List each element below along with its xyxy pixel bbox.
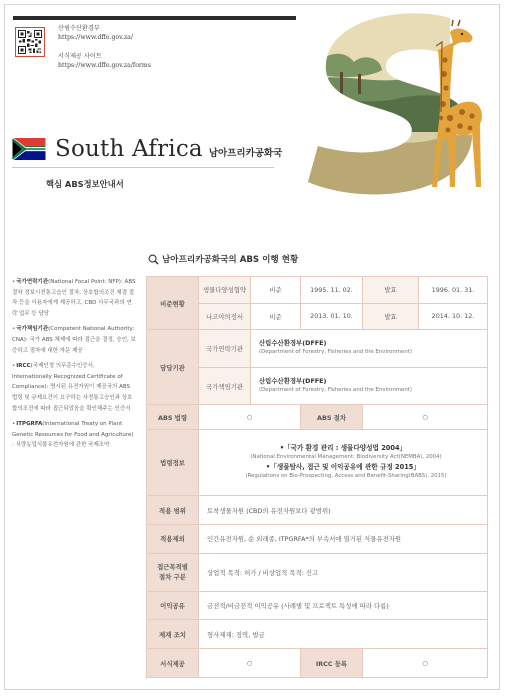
section-title-text: 남아프리카공화국의 ABS 이행 현황 xyxy=(162,255,299,265)
law-title: •「생물탐사, 접근 및 이익공유에 관한 규정 2015」 xyxy=(266,462,420,471)
table-row xyxy=(147,405,488,429)
row-label: ABS 절차 xyxy=(301,405,363,429)
abs-proc-value: ○ xyxy=(363,405,488,429)
benefit-value: 금전적/비금전적 이익공유 (사례별 및 프로젝트 특성에 따라 다름) xyxy=(199,591,488,620)
section-title xyxy=(148,253,298,265)
row-label: 비준현황 xyxy=(147,277,199,330)
agency-name: 산림수산환경부(DFFE) xyxy=(259,377,327,386)
law-title-en: (Regulations on Bio-Prospecting, Access and Benefit-Sharing(BABS), 2015) xyxy=(245,472,447,479)
treaty-status: 비준 xyxy=(251,303,301,330)
site-info-ministry xyxy=(58,24,133,42)
agency-role: 국가책임기관 xyxy=(199,367,251,405)
south-africa-flag-icon xyxy=(12,138,46,160)
site-title: 산림수산환경부 xyxy=(58,25,100,32)
site-title: 서식제공 사이트 xyxy=(58,53,102,60)
row-label: 적용 범위 xyxy=(147,496,199,525)
glossary-text: (International Treaty on Plant Genetic Resources for Food and Agriculture) : 식량농업식물유전자원에 관한 국제조약 xyxy=(12,421,134,449)
page-subtitle: 핵심 ABS정보안내서 xyxy=(46,179,124,189)
table-row xyxy=(147,553,488,591)
agency-info xyxy=(251,367,488,405)
glossary-term: 국가책임기관 xyxy=(16,326,49,333)
row-label: 서식제공 xyxy=(147,649,199,678)
scope-value: 토착생물자원 (CBD의 유전자원보다 광범위) xyxy=(199,496,488,525)
bullet-icon: • xyxy=(12,363,16,370)
site-link[interactable]: https://www.dffe.gov.za/ xyxy=(58,34,133,41)
effect-date: 2014. 10. 12. xyxy=(419,303,488,330)
glossary-term: IRCC xyxy=(16,363,31,370)
table-row xyxy=(147,367,488,405)
agency-name: 산림수산환경부(DFFE) xyxy=(259,339,327,348)
row-label: IRCC 등록 xyxy=(301,649,363,678)
agency-name-en: (Department of Forestry, Fisheries and the Environment) xyxy=(259,387,412,394)
glossary-term: ITPGRFA xyxy=(16,421,43,428)
treaty-date: 2013. 01. 10. xyxy=(301,303,363,330)
row-label xyxy=(147,553,199,591)
glossary-term: 국가연락기관 xyxy=(16,279,49,285)
agency-name-en: (Department of Forestry, Fisheries and the Environment) xyxy=(259,349,412,356)
row-label: 법령정보 xyxy=(147,429,199,495)
row-label-line: 절차 구분 xyxy=(159,573,186,582)
law-info xyxy=(199,429,488,495)
treaty-status: 비준 xyxy=(251,277,301,304)
row-label-line: 접근목적별 xyxy=(157,563,188,572)
forms-value: ○ xyxy=(199,649,301,678)
bullet-icon: • xyxy=(12,279,16,285)
table-row xyxy=(147,330,488,368)
row-label: 담당기관 xyxy=(147,330,199,405)
exclusion-value: 인간유전자원, 순 외래종, ITPGRFA*의 부속서에 열거된 식물유전자원 xyxy=(199,525,488,554)
law-title: •「국가 환경 관리 : 생물다양성법 2004」 xyxy=(279,443,407,452)
glossary-item xyxy=(12,361,136,414)
table-row xyxy=(147,649,488,678)
agency-role: 국가연락기관 xyxy=(199,330,251,368)
effect-label: 발효 xyxy=(363,277,419,304)
treaty-name: 나고야의정서 xyxy=(199,303,251,330)
row-label: 제재 조치 xyxy=(147,620,199,649)
table-row xyxy=(147,525,488,554)
table-row xyxy=(147,496,488,525)
abs-status-table xyxy=(146,276,488,678)
ircc-value: ○ xyxy=(363,649,488,678)
bullet-icon: • xyxy=(12,421,16,428)
country-name-ko: 남아프리카공화국 xyxy=(208,148,283,159)
top-bar xyxy=(13,16,296,20)
table-row xyxy=(147,620,488,649)
table-row xyxy=(147,429,488,495)
law-title-en: (National Environmental Management: Biodiversity Act(NEMBA), 2004) xyxy=(250,454,442,461)
abs-law-value: ○ xyxy=(199,405,301,429)
country-name-en: South Africa xyxy=(55,136,203,162)
treaty-name: 생물다양성협약 xyxy=(199,277,251,304)
magnifier-icon xyxy=(148,254,159,265)
row-label: 이익공유 xyxy=(147,591,199,620)
glossary-item xyxy=(12,419,136,451)
agency-info xyxy=(251,330,488,368)
glossary-item xyxy=(12,324,136,356)
country-header xyxy=(12,136,282,162)
site-link[interactable]: https://www.dffe.gov.za/forms xyxy=(58,62,151,69)
bullet-icon: • xyxy=(12,326,16,333)
row-label: ABS 법령 xyxy=(147,405,199,429)
effect-label: 발효 xyxy=(363,303,419,330)
qr-code-icon[interactable] xyxy=(15,27,45,57)
effect-date: 1996. 01. 31. xyxy=(419,277,488,304)
table-row xyxy=(147,303,488,330)
row-label: 적용제외 xyxy=(147,525,199,554)
table-row xyxy=(147,591,488,620)
glossary-item xyxy=(12,277,136,319)
table-row xyxy=(147,277,488,304)
giraffe-illustration xyxy=(300,12,494,197)
purpose-value: 상업적 목적: 허가 / 비상업적 목적: 신고 xyxy=(199,553,488,591)
divider xyxy=(12,167,274,168)
glossary-text: (국제인정 의무준수인증서, Internationally Recognized Certificate of Compliance): 명시된 유전자원이 제공국의 ABS 법령 및 규제요건이 요구하는 사전통고승인과 상호합의조건에 따라 접근되었음을 확인해주는 인증서 xyxy=(12,363,133,412)
treaty-date: 1995. 11. 02. xyxy=(301,277,363,304)
glossary-text: (National Focal Point: NFP): ABS 절차 정보시전통고습인 절차, 상호합의조건 체결 절차 등을 이용자에게 제공하고, CBD 사무국과의 연락 업무 등 담당 xyxy=(12,279,136,317)
sanction-value: 형사제재: 징역, 벌금 xyxy=(199,620,488,649)
site-info-forms xyxy=(58,52,151,70)
glossary-text: (Competent National Authority: CNA): 국가 ABS 체제에 따라 접근을 결정, 승인, 보증하고 절차에 대한 자문 제공 xyxy=(12,326,136,354)
glossary-sidebar xyxy=(12,277,136,456)
